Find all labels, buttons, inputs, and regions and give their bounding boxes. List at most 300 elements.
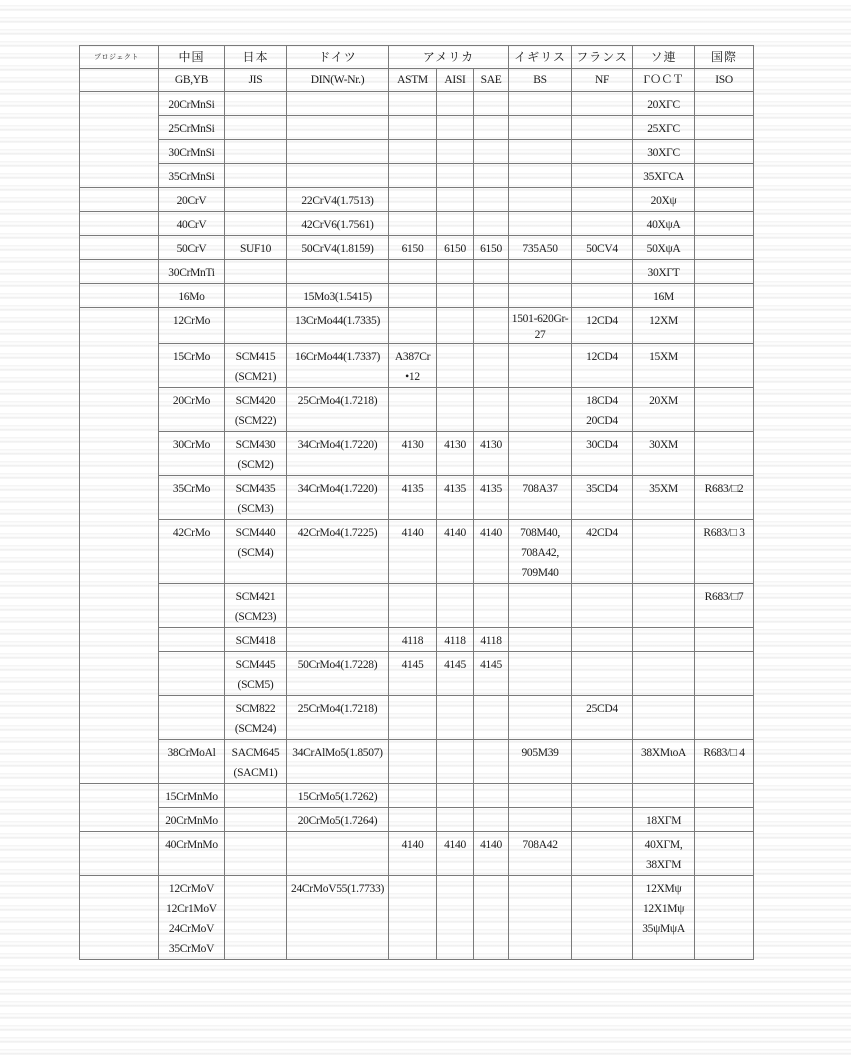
cell-nf	[572, 188, 633, 212]
cell-line: 34CrMo4(1.7220)	[297, 439, 378, 451]
cell-nf	[572, 628, 633, 652]
cell-astm	[389, 520, 437, 584]
cell-aisi	[437, 476, 474, 520]
cell-bs	[509, 696, 572, 740]
cell-aisi	[437, 584, 474, 628]
cell-jis	[225, 188, 287, 212]
cell-astm	[389, 696, 437, 740]
cell-line: 4145	[480, 659, 502, 671]
cell-nf	[572, 260, 633, 284]
cell-cn	[159, 236, 225, 260]
cell-astm	[389, 236, 437, 260]
cell-line: 12CD4	[586, 351, 618, 363]
cell-line: (SCM21)	[234, 371, 277, 383]
cell-din	[287, 116, 389, 140]
table-row	[80, 876, 754, 960]
cell-line: (SCM3)	[237, 503, 274, 515]
project-cell	[80, 284, 159, 308]
cell-cn	[159, 92, 225, 116]
cell-jis	[225, 236, 287, 260]
table-row	[80, 432, 754, 476]
cell-iso	[695, 876, 754, 960]
cell-ru	[633, 284, 695, 308]
cell-din	[287, 432, 389, 476]
cell-aisi	[437, 696, 474, 740]
cell-line: 20Χψ	[650, 195, 677, 207]
header-gb: GB,YB	[159, 69, 225, 92]
cell-astm	[389, 308, 437, 344]
cell-line: A387Cr	[394, 351, 431, 363]
table-row	[80, 628, 754, 652]
cell-iso	[695, 260, 754, 284]
cell-jis	[225, 808, 287, 832]
cell-cn	[159, 520, 225, 584]
cell-cn	[159, 696, 225, 740]
cell-line: 30ΧΓC	[647, 147, 680, 159]
cell-line: 35CD4	[586, 483, 618, 495]
table-row	[80, 476, 754, 520]
cell-cn	[159, 260, 225, 284]
cell-line: 50CrMo4(1.7228)	[297, 659, 378, 671]
cell-sae	[474, 740, 509, 784]
cell-bs	[509, 476, 572, 520]
cell-cn	[159, 476, 225, 520]
cell-line: 4140	[444, 839, 466, 851]
cell-cn	[159, 308, 225, 344]
cell-din	[287, 696, 389, 740]
cell-din	[287, 260, 389, 284]
cell-din	[287, 164, 389, 188]
cell-iso	[695, 784, 754, 808]
cell-sae	[474, 628, 509, 652]
cell-nf	[572, 808, 633, 832]
cell-ru	[633, 164, 695, 188]
cell-din	[287, 584, 389, 628]
cell-line: 4135	[401, 483, 424, 495]
cell-nf	[572, 388, 633, 432]
cell-sae	[474, 260, 509, 284]
cell-astm	[389, 476, 437, 520]
cell-iso	[695, 344, 754, 388]
cell-aisi	[437, 784, 474, 808]
cell-ru	[633, 236, 695, 260]
cell-line: 25CrMo4(1.7218)	[297, 703, 378, 715]
cell-line: 42CrV6(1.7561)	[301, 219, 374, 231]
cell-line: 6150	[444, 243, 466, 255]
cell-line: 30CrMo	[172, 439, 211, 451]
project-cell	[80, 260, 159, 284]
cell-nf	[572, 284, 633, 308]
cell-line: SCM435	[235, 483, 276, 495]
cell-line: 4118	[480, 635, 502, 647]
cell-iso	[695, 628, 754, 652]
cell-line: 735A50	[522, 243, 558, 255]
cell-cn	[159, 116, 225, 140]
project-cell	[80, 236, 159, 260]
cell-line: R683/□2	[704, 483, 744, 495]
cell-line: 708M40,	[520, 527, 560, 539]
cell-line: 4135	[444, 483, 466, 495]
cell-sae	[474, 696, 509, 740]
cell-bs	[509, 652, 572, 696]
cell-ru	[633, 92, 695, 116]
header-astm: ASTM	[389, 69, 437, 92]
cell-sae	[474, 140, 509, 164]
header-blank	[80, 69, 159, 92]
cell-nf	[572, 236, 633, 260]
cell-cn	[159, 628, 225, 652]
cell-ru	[633, 584, 695, 628]
header-row-standards	[80, 69, 754, 92]
cell-cn	[159, 164, 225, 188]
header-project: プロジェクト	[80, 46, 159, 69]
cell-line: (SCM24)	[234, 723, 277, 735]
cell-ru	[633, 696, 695, 740]
cell-line: SCM822	[235, 703, 276, 715]
cell-line: 12Χ1Mψ	[642, 903, 685, 915]
cell-line: 42CrMo	[172, 527, 211, 539]
cell-line: 30ΧΓT	[647, 267, 680, 279]
cell-line: SCM415	[235, 351, 276, 363]
cell-ru	[633, 344, 695, 388]
cell-line: 4130	[480, 439, 502, 451]
cell-iso	[695, 832, 754, 876]
cell-sae	[474, 164, 509, 188]
cell-iso	[695, 520, 754, 584]
cell-cn	[159, 876, 225, 960]
cell-cn	[159, 584, 225, 628]
table-row	[80, 584, 754, 628]
cell-sae	[474, 116, 509, 140]
cell-bs	[509, 284, 572, 308]
cell-line: (SCM2)	[237, 459, 274, 471]
cell-cn	[159, 784, 225, 808]
cell-line: 50CrV4(1.8159)	[301, 243, 374, 255]
cell-aisi	[437, 164, 474, 188]
cell-line: 20CrMo5(1.7264)	[297, 815, 378, 827]
cell-line: SACM645	[231, 747, 280, 759]
cell-line: 30CrMnTi	[168, 267, 215, 279]
cell-bs	[509, 520, 572, 584]
cell-nf	[572, 876, 633, 960]
cell-line: 38ΧMιοA	[640, 747, 687, 759]
cell-line: 40ΧΓM,	[644, 839, 683, 851]
cell-astm	[389, 260, 437, 284]
cell-din	[287, 344, 389, 388]
header-iso: ISO	[695, 69, 754, 92]
cell-iso	[695, 212, 754, 236]
cell-din	[287, 876, 389, 960]
cell-line: 20CrV	[176, 195, 207, 207]
cell-line: (SCM22)	[234, 415, 277, 427]
cell-din	[287, 740, 389, 784]
cell-astm	[389, 164, 437, 188]
cell-line: 15CrMo	[172, 351, 211, 363]
cell-line: (SCM4)	[237, 547, 274, 559]
cell-cn	[159, 140, 225, 164]
cell-line: 40ΧψA	[646, 219, 681, 231]
cell-line: 15Mo3(1.5415)	[303, 291, 372, 303]
cell-astm	[389, 284, 437, 308]
cell-sae	[474, 652, 509, 696]
cell-line: 4135	[480, 483, 502, 495]
cell-sae	[474, 188, 509, 212]
cell-jis	[225, 308, 287, 344]
cell-line: R683/□ 3	[703, 527, 745, 539]
cell-bs	[509, 164, 572, 188]
cell-ru	[633, 652, 695, 696]
cell-cn	[159, 284, 225, 308]
cell-bs	[509, 388, 572, 432]
cell-bs	[509, 432, 572, 476]
cell-line: SUF10	[239, 243, 272, 255]
cell-jis	[225, 284, 287, 308]
cell-cn	[159, 432, 225, 476]
cell-jis	[225, 116, 287, 140]
cell-iso	[695, 584, 754, 628]
cell-cn	[159, 808, 225, 832]
cell-din	[287, 236, 389, 260]
header-usa: アメリカ	[389, 46, 509, 69]
cell-din	[287, 140, 389, 164]
table-row	[80, 808, 754, 832]
cell-line: 30CrMnSi	[168, 147, 215, 159]
cell-nf	[572, 116, 633, 140]
cell-nf	[572, 832, 633, 876]
cell-line: 42CrMo4(1.7225)	[297, 527, 378, 539]
cell-line: 12CrMo	[172, 315, 211, 327]
cell-line: 34CrAlMo5(1.8507)	[292, 747, 383, 759]
cell-nf	[572, 92, 633, 116]
cell-line: 35CrMnSi	[168, 171, 215, 183]
cell-nf	[572, 432, 633, 476]
cell-iso	[695, 140, 754, 164]
project-cell	[80, 188, 159, 212]
project-cell	[80, 784, 159, 832]
cell-aisi	[437, 520, 474, 584]
header-ussr: ソ連	[633, 46, 695, 69]
header-jis: JIS	[225, 69, 287, 92]
cell-line: 25CD4	[586, 703, 618, 715]
cell-line: 18CD4	[586, 395, 618, 407]
cell-line: 708A42,	[521, 547, 559, 559]
table-row	[80, 260, 754, 284]
cell-line: 12ΧM	[649, 315, 678, 327]
cell-bs	[509, 308, 572, 344]
cell-line: 42CD4	[586, 527, 618, 539]
cell-astm	[389, 116, 437, 140]
table-row	[80, 344, 754, 388]
cell-sae	[474, 92, 509, 116]
cell-line: SCM418	[235, 635, 276, 647]
cell-nf	[572, 140, 633, 164]
table-row	[80, 140, 754, 164]
table-row	[80, 696, 754, 740]
cell-astm	[389, 832, 437, 876]
header-nf: NF	[572, 69, 633, 92]
cell-line: 4140	[444, 527, 466, 539]
cell-jis	[225, 740, 287, 784]
cell-line: 25CrMo4(1.7218)	[297, 395, 378, 407]
cell-line: 20ΧΓC	[647, 99, 680, 111]
cell-sae	[474, 388, 509, 432]
cell-din	[287, 212, 389, 236]
cell-jis	[225, 784, 287, 808]
cell-line: 12CD4	[586, 315, 618, 327]
cell-ru	[633, 188, 695, 212]
cell-bs	[509, 188, 572, 212]
table-row	[80, 520, 754, 584]
cell-nf	[572, 308, 633, 344]
table-body	[80, 92, 754, 960]
cell-sae	[474, 476, 509, 520]
cell-nf	[572, 476, 633, 520]
cell-jis	[225, 212, 287, 236]
cell-line: 50CrV	[176, 243, 207, 255]
cell-astm	[389, 628, 437, 652]
cell-aisi	[437, 308, 474, 344]
cell-iso	[695, 476, 754, 520]
cell-aisi	[437, 284, 474, 308]
cell-iso	[695, 388, 754, 432]
cell-iso	[695, 308, 754, 344]
table-row	[80, 652, 754, 696]
cell-ru	[633, 520, 695, 584]
cell-line: 15CrMnMo	[165, 791, 218, 803]
cell-line: 20ΧM	[649, 395, 678, 407]
cell-aisi	[437, 832, 474, 876]
cell-line: 16Mo	[178, 291, 205, 303]
cell-din	[287, 476, 389, 520]
cell-bs	[509, 784, 572, 808]
cell-line: 35CrMoV	[168, 943, 215, 955]
cell-bs	[509, 116, 572, 140]
cell-line: (SCM5)	[237, 679, 274, 691]
cell-cn	[159, 388, 225, 432]
cell-aisi	[437, 652, 474, 696]
cell-line: (SACM1)	[233, 767, 278, 779]
cell-astm	[389, 388, 437, 432]
header-aisi: AISI	[437, 69, 474, 92]
cell-line: 12CrMoV	[168, 883, 215, 895]
cell-din	[287, 784, 389, 808]
cell-line: 20CrMnSi	[168, 99, 215, 111]
cell-line: 24CrMoV55(1.7733)	[291, 883, 384, 895]
cell-line: SCM421	[235, 591, 276, 603]
cell-line: 30ΧM	[649, 439, 678, 451]
project-cell	[80, 876, 159, 960]
cell-bs	[509, 832, 572, 876]
cell-jis	[225, 652, 287, 696]
cell-bs	[509, 236, 572, 260]
cell-ru	[633, 432, 695, 476]
cell-jis	[225, 260, 287, 284]
cell-ru	[633, 140, 695, 164]
cell-nf	[572, 652, 633, 696]
cell-line: 16CrMo44(1.7337)	[295, 351, 380, 363]
table-row	[80, 740, 754, 784]
project-cell	[80, 308, 159, 784]
cell-bs	[509, 140, 572, 164]
cell-line: 905M39	[521, 747, 559, 759]
cell-cn	[159, 652, 225, 696]
cell-line: 1501-620Gr-27	[511, 313, 569, 341]
cell-line: 4118	[444, 635, 466, 647]
cell-jis	[225, 432, 287, 476]
cell-astm	[389, 808, 437, 832]
cell-cn	[159, 832, 225, 876]
cell-astm	[389, 140, 437, 164]
cell-nf	[572, 164, 633, 188]
cell-sae	[474, 432, 509, 476]
cell-din	[287, 188, 389, 212]
header-row-countries	[80, 46, 754, 69]
cell-line: 4130	[444, 439, 466, 451]
cell-iso	[695, 696, 754, 740]
cell-iso	[695, 808, 754, 832]
cell-aisi	[437, 432, 474, 476]
cell-jis	[225, 164, 287, 188]
cell-line: 6150	[401, 243, 424, 255]
cell-din	[287, 92, 389, 116]
cell-sae	[474, 584, 509, 628]
cell-sae	[474, 284, 509, 308]
cell-cn	[159, 740, 225, 784]
cell-din	[287, 520, 389, 584]
cell-din	[287, 308, 389, 344]
cell-line: 50CV4	[586, 243, 618, 255]
cell-line: SCM430	[235, 439, 276, 451]
cell-iso	[695, 92, 754, 116]
cell-aisi	[437, 140, 474, 164]
cell-nf	[572, 584, 633, 628]
cell-line: 708A37	[522, 483, 558, 495]
cell-line: 24CrMoV	[168, 923, 215, 935]
table-row	[80, 832, 754, 876]
cell-din	[287, 808, 389, 832]
cell-jis	[225, 584, 287, 628]
cell-nf	[572, 344, 633, 388]
cell-iso	[695, 188, 754, 212]
table-row	[80, 784, 754, 808]
cell-astm	[389, 584, 437, 628]
header-france: フランス	[572, 46, 633, 69]
cell-jis	[225, 92, 287, 116]
cell-line: 30CD4	[586, 439, 618, 451]
cell-jis	[225, 696, 287, 740]
cell-line: 12ΧMψ	[645, 883, 682, 895]
table-row	[80, 388, 754, 432]
project-cell	[80, 832, 159, 876]
cell-ru	[633, 628, 695, 652]
cell-line: •12	[405, 371, 420, 383]
table-row	[80, 284, 754, 308]
cell-jis	[225, 628, 287, 652]
cell-line: 708A42	[522, 839, 558, 851]
cell-din	[287, 832, 389, 876]
cell-line: 4145	[444, 659, 466, 671]
cell-line: R683/□ 4	[703, 747, 745, 759]
cell-bs	[509, 876, 572, 960]
cell-bs	[509, 92, 572, 116]
cell-line: 40CrV	[176, 219, 207, 231]
cell-din	[287, 628, 389, 652]
cell-line: 22CrV4(1.7513)	[301, 195, 374, 207]
cell-line: 12Cr1MoV	[166, 903, 217, 915]
cell-jis	[225, 876, 287, 960]
cell-ru	[633, 740, 695, 784]
cell-sae	[474, 876, 509, 960]
